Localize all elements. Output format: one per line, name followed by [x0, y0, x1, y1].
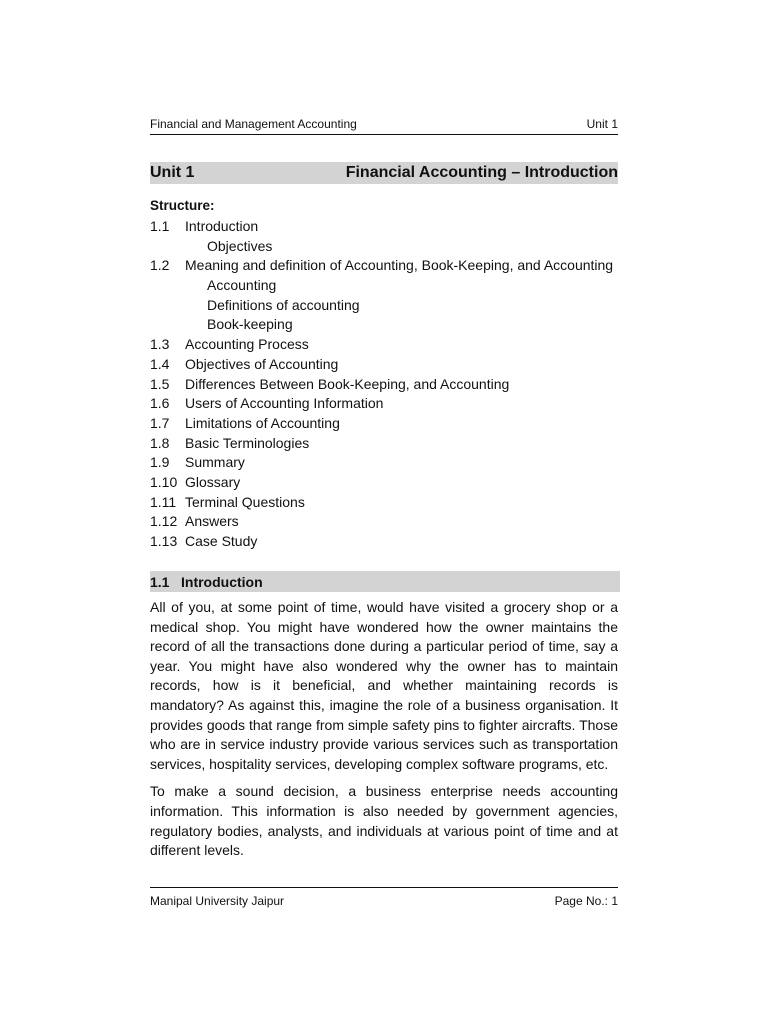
unit-title: Financial Accounting – Introduction: [345, 164, 618, 181]
toc-subitem: [150, 315, 618, 335]
toc-item-label: Glossary: [185, 473, 241, 490]
toc-item: [150, 256, 618, 276]
unit-number: Unit 1: [150, 164, 195, 181]
toc-item: [150, 493, 618, 513]
toc-item-label: Book-keeping: [207, 316, 293, 333]
toc-subitem: [150, 237, 618, 257]
toc-item: [150, 217, 618, 237]
toc-subitem: [150, 296, 618, 316]
toc-item-label: Meaning and definition of Accounting, Book-Keeping, and Accounting: [185, 257, 614, 274]
toc-item-number: 1.13: [150, 533, 178, 549]
toc-item-number: 1.5: [150, 375, 170, 392]
toc-item-number: 1.12: [150, 513, 178, 530]
toc-item: [150, 532, 618, 552]
toc-item-label: Accounting: [207, 277, 277, 294]
section-heading-bar: [150, 571, 620, 592]
section-title: Introduction: [181, 573, 263, 590]
toc-item-number: 1.9: [150, 454, 170, 471]
toc-item-number: 1.2: [150, 257, 170, 274]
running-footer: [150, 887, 618, 909]
toc-item: [150, 355, 618, 375]
toc-item-number: 1.6: [150, 395, 170, 412]
toc-item-number: 1.1: [150, 218, 170, 234]
toc-item-label: Users of Accounting Information: [185, 395, 384, 412]
header-unit-label: Unit 1: [586, 117, 618, 131]
toc-item-label: Answers: [185, 513, 239, 530]
document-page: [150, 0, 620, 1024]
toc-item-label: Basic Terminologies: [185, 434, 310, 451]
toc-item-label: Objectives of Accounting: [185, 355, 339, 372]
header-course-title: Financial and Management Accounting: [150, 117, 357, 131]
toc-item-number: 1.10: [150, 473, 178, 490]
structure-heading: Structure:: [150, 198, 215, 213]
toc-item: [150, 394, 618, 414]
toc-item-label: Definitions of accounting: [207, 296, 360, 313]
running-header: [150, 116, 618, 135]
toc-item-label: Limitations of Accounting: [185, 414, 340, 431]
toc-item: [150, 414, 618, 434]
toc-item-label: Differences Between Book-Keeping, and Accounting: [185, 375, 510, 392]
toc-item-number: 1.4: [150, 355, 170, 372]
toc-item-number: 1.3: [150, 336, 170, 353]
toc-item-label: Case Study: [185, 533, 258, 549]
body-text: [150, 598, 618, 869]
toc-item: [150, 453, 618, 473]
toc-item-label: Introduction: [185, 218, 259, 234]
toc-item: [150, 512, 618, 532]
paragraph: All of you, at some point of time, would have visited a grocery shop or a medical shop. You might have wondered how the owner maintains the record of all the transactions done during a particular period of time, say a year. You might have also wondered why the owner has to maintain records, how is it beneficial, and whether maintaining records is mandatory? As against this, imagine the role of a business organisation. It provides goods that range from simple safety pins to fighter aircrafts. Those who are in service industry provide various services such as transportation services, hospitality services, developing complex software programs, etc.: [150, 599, 618, 772]
toc-item-label: Objectives: [207, 237, 273, 254]
toc-item: [150, 375, 618, 395]
toc-item-number: 1.8: [150, 434, 170, 451]
paragraph: To make a sound decision, a business enterprise needs accounting information. This information is also needed by government agencies, regulatory bodies, analysts, and individuals at various point of time and at different levels.: [150, 783, 618, 859]
toc-subitem: [150, 276, 618, 296]
structure-outline: [150, 197, 618, 552]
toc-item: [150, 473, 618, 493]
toc-item: [150, 434, 618, 454]
toc-item-label: Summary: [185, 454, 245, 471]
toc-item-number: 1.7: [150, 414, 170, 431]
unit-title-banner: [150, 162, 618, 184]
section-number: 1.1: [150, 573, 170, 590]
toc-item-label: Terminal Questions: [185, 493, 305, 510]
footer-institution: Manipal University Jaipur: [150, 894, 285, 908]
toc-item: [150, 335, 618, 355]
footer-page-number: Page No.: 1: [554, 894, 618, 908]
toc-item-number: 1.11: [150, 493, 177, 510]
toc-list: [150, 217, 618, 552]
toc-item-label: Accounting Process: [185, 336, 309, 353]
